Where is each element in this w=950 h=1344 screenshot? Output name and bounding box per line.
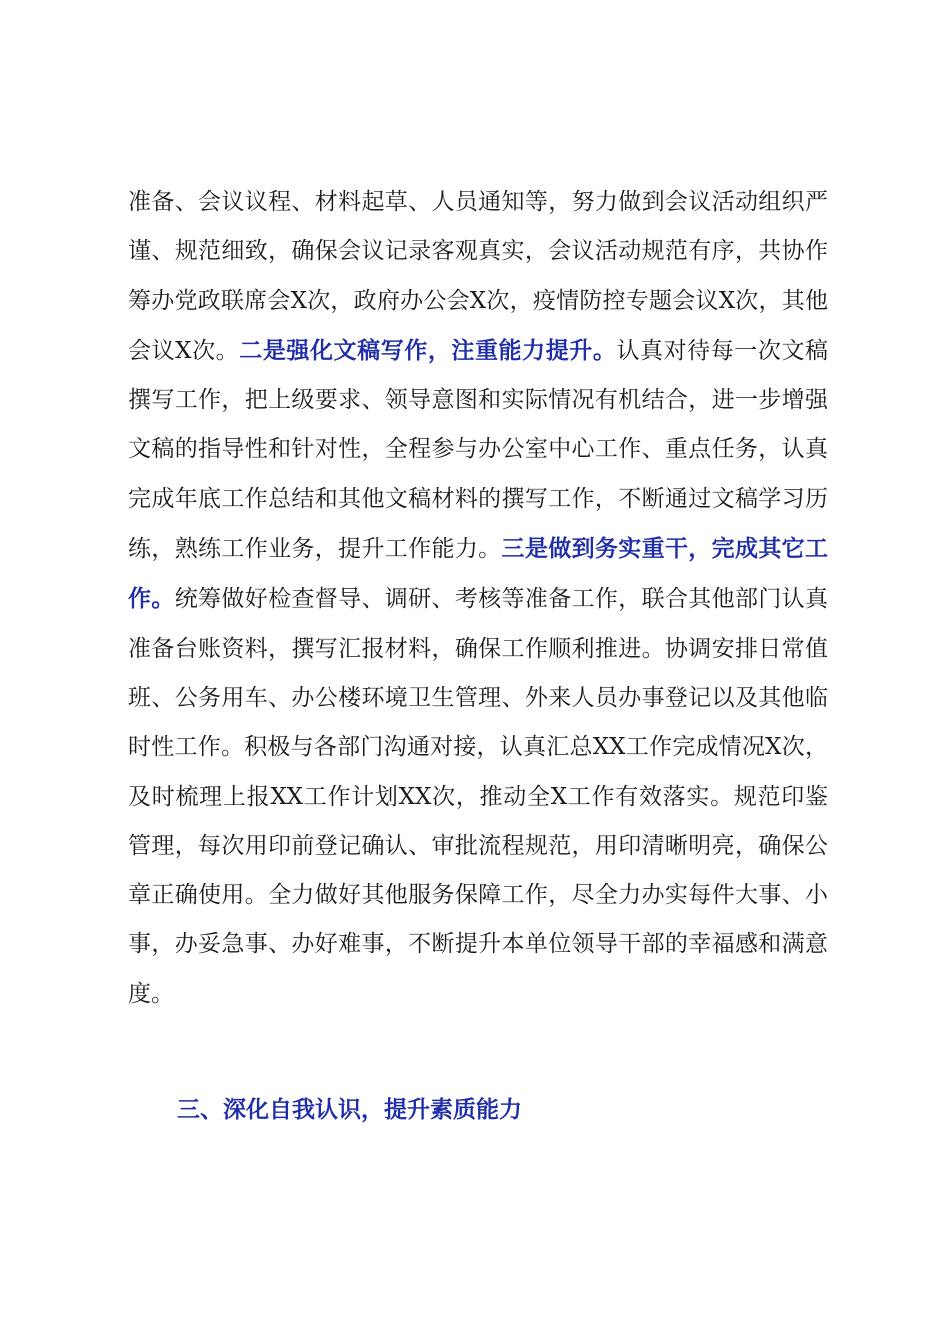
highlight-point-two: 二是强化文稿写作，注重能力提升。 xyxy=(239,336,617,364)
section-heading: 三、深化自我认识，提升素质能力 xyxy=(177,1097,522,1123)
paragraph-segment-2: 认真对待每一次文稿撰写工作，把上级要求、领导意图和实际情况有机结合，进一步增强文稿的指导性和针对性，全程参与办公室中心工作、重点任务，认真完成年底工作总结和其他文稿材料的撰写工作，不断通过文稿学习历练，熟练工作业务，提升工作能力。 xyxy=(128,337,829,563)
highlight-point-three: 三是做到务实重干，完成其它工作。 xyxy=(128,535,829,613)
paragraph-segment-1: 准备、会议议程、材料起草、人员通知等，努力做到会议活动组织严谨、规范细致，确保会议记录客观真实，会议活动规范有序，共协作筹办党政联席会X次，政府办公会X次，疫情防控专题会议X次，其他会议X次。 xyxy=(128,189,828,364)
paragraph-segment-3: 统筹做好检查督导、调研、考核等准备工作，联合其他部门认真准备台账资料，撰写汇报材料，确保工作顺利推进。协调安排日常值班、公务用车、办公楼环境卫生管理、外来人员办事登记以及其他临时性工作。积极与各部门沟通对接，认真汇总XX工作完成情况X次，及时梳理上报XX工作计划XX次，推动全X工作有效落实。规范印鉴管理，每次用印前登记确认、审批流程规范，用印清晰明亮，确保公章正确使用。全力做好其他服务保障工作，尽全力办实每件大事、小事，办妥急事、办好难事，不断提升本单位领导干部的幸福感和满意度。 xyxy=(128,586,829,1007)
body-paragraph xyxy=(128,178,828,1019)
